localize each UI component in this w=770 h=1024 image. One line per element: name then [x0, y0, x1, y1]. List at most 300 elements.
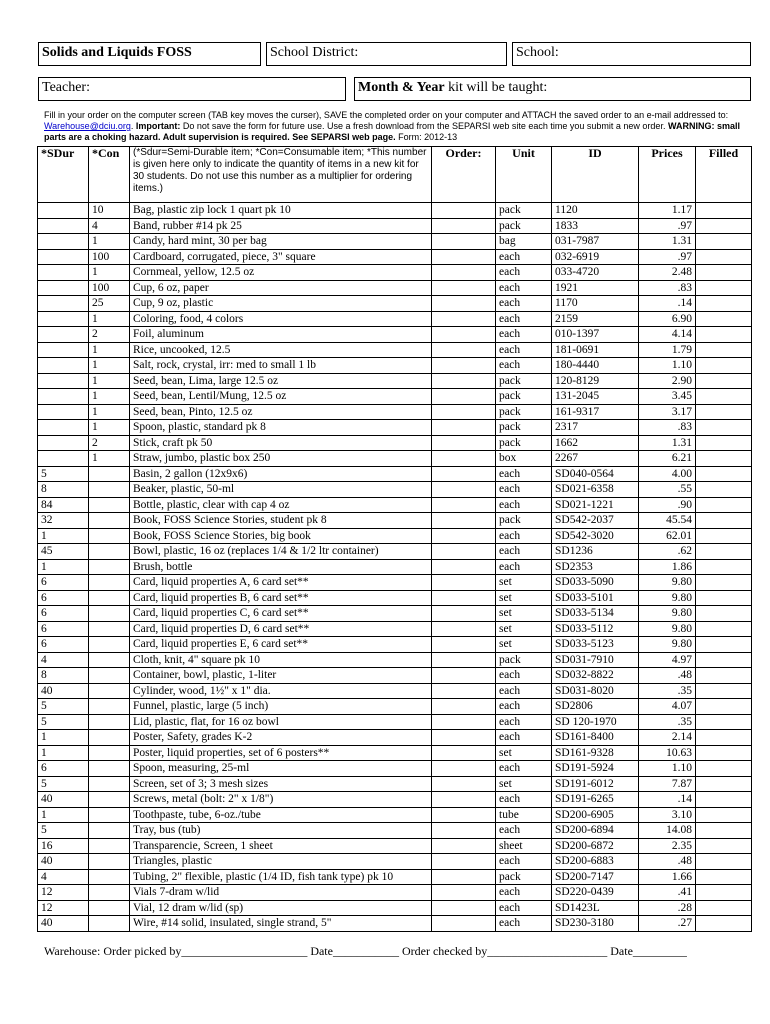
cell-con: 1 — [89, 389, 130, 405]
order-input[interactable] — [432, 668, 496, 684]
cell-id: SD191-6265 — [552, 792, 639, 808]
order-input[interactable] — [432, 637, 496, 653]
school-field[interactable]: School: — [512, 42, 751, 66]
cell-con: 2 — [89, 435, 130, 451]
cell-description: Cup, 9 oz, plastic — [130, 296, 432, 312]
month-year-field[interactable] — [354, 77, 751, 101]
table-row — [38, 559, 752, 575]
cell-id: SD200-6894 — [552, 823, 639, 839]
cell-description: Vials 7-dram w/lid — [130, 885, 432, 901]
filled-input[interactable] — [696, 203, 752, 219]
cell-sdur — [38, 218, 89, 234]
table-row — [38, 838, 752, 854]
filled-input[interactable] — [696, 559, 752, 575]
cell-id: SD033-5134 — [552, 606, 639, 622]
cell-price: 9.80 — [639, 590, 696, 606]
cell-unit: each — [496, 466, 552, 482]
cell-con: 1 — [89, 358, 130, 374]
order-input[interactable] — [432, 559, 496, 575]
cell-con: 2 — [89, 327, 130, 343]
cell-unit: each — [496, 823, 552, 839]
table-header-row — [38, 147, 752, 203]
cell-sdur: 12 — [38, 885, 89, 901]
filled-input[interactable] — [696, 776, 752, 792]
cell-con — [89, 497, 130, 513]
cell-id: 032-6919 — [552, 249, 639, 265]
cell-unit: each — [496, 916, 552, 932]
cell-id: 010-1397 — [552, 327, 639, 343]
cell-id: 1833 — [552, 218, 639, 234]
cell-unit: each — [496, 714, 552, 730]
table-row — [38, 435, 752, 451]
cell-description: Cardboard, corrugated, piece, 3" square — [130, 249, 432, 265]
cell-sdur: 8 — [38, 668, 89, 684]
cell-price: .27 — [639, 916, 696, 932]
cell-price: 3.45 — [639, 389, 696, 405]
cell-sdur: 16 — [38, 838, 89, 854]
cell-sdur — [38, 435, 89, 451]
cell-sdur: 1 — [38, 528, 89, 544]
filled-input[interactable] — [696, 342, 752, 358]
table-row — [38, 358, 752, 374]
cell-id: 1662 — [552, 435, 639, 451]
filled-input[interactable] — [696, 528, 752, 544]
table-row — [38, 482, 752, 498]
cell-con — [89, 730, 130, 746]
cell-price: 1.86 — [639, 559, 696, 575]
cell-price: .90 — [639, 497, 696, 513]
cell-unit: tube — [496, 807, 552, 823]
cell-price: 45.54 — [639, 513, 696, 529]
cell-con — [89, 916, 130, 932]
order-input[interactable] — [432, 528, 496, 544]
cell-sdur — [38, 404, 89, 420]
cell-description: Card, liquid properties B, 6 card set** — [130, 590, 432, 606]
table-row — [38, 668, 752, 684]
cell-id: SD200-7147 — [552, 869, 639, 885]
cell-sdur: 6 — [38, 637, 89, 653]
header-description: (*Sdur=Semi-Durable item; *Con=Consumable item; *This number is given here only to indicate the quantity of items in a new kit for 30 students. Do not use this number as a multiplier for ordering items.) — [130, 147, 432, 203]
cell-sdur — [38, 234, 89, 250]
cell-description: Lid, plastic, flat, for 16 oz bowl — [130, 714, 432, 730]
cell-description: Book, FOSS Science Stories, big book — [130, 528, 432, 544]
filled-input[interactable] — [696, 916, 752, 932]
filled-input[interactable] — [696, 792, 752, 808]
cell-price: 4.14 — [639, 327, 696, 343]
cell-id: SD191-6012 — [552, 776, 639, 792]
cell-description: Rice, uncooked, 12.5 — [130, 342, 432, 358]
cell-price: 9.80 — [639, 606, 696, 622]
cell-unit: pack — [496, 389, 552, 405]
cell-price: 10.63 — [639, 745, 696, 761]
order-input[interactable] — [432, 249, 496, 265]
order-input[interactable] — [432, 296, 496, 312]
filled-input[interactable] — [696, 807, 752, 823]
order-input[interactable] — [432, 280, 496, 296]
important-label: Important: — [135, 121, 181, 131]
cell-unit: box — [496, 451, 552, 467]
filled-input[interactable] — [696, 714, 752, 730]
order-input[interactable] — [432, 389, 496, 405]
filled-input[interactable] — [696, 637, 752, 653]
order-input[interactable] — [432, 699, 496, 715]
cell-con — [89, 885, 130, 901]
order-input[interactable] — [432, 358, 496, 374]
filled-input[interactable] — [696, 513, 752, 529]
cell-description: Toothpaste, tube, 6-oz./tube — [130, 807, 432, 823]
filled-input[interactable] — [696, 311, 752, 327]
order-input[interactable] — [432, 327, 496, 343]
warning-text: WARNING: small parts are a choking hazard. Adult supervision is required. See SEPARSI web page. — [44, 121, 740, 142]
cell-con: 1 — [89, 373, 130, 389]
cell-unit: pack — [496, 404, 552, 420]
instructions-period: . — [130, 121, 136, 131]
order-input[interactable] — [432, 373, 496, 389]
cell-id: SD542-2037 — [552, 513, 639, 529]
table-row — [38, 451, 752, 467]
cell-unit: set — [496, 637, 552, 653]
cell-id: SD 120-1970 — [552, 714, 639, 730]
filled-input[interactable] — [696, 497, 752, 513]
cell-unit: each — [496, 761, 552, 777]
order-input[interactable] — [432, 916, 496, 932]
order-input[interactable] — [432, 807, 496, 823]
filled-input[interactable] — [696, 218, 752, 234]
order-input[interactable] — [432, 900, 496, 916]
cell-price: .35 — [639, 683, 696, 699]
cell-price: 1.10 — [639, 761, 696, 777]
filled-input[interactable] — [696, 575, 752, 591]
cell-sdur: 6 — [38, 606, 89, 622]
cell-sdur — [38, 373, 89, 389]
header-id: ID — [552, 147, 639, 203]
cell-sdur: 1 — [38, 730, 89, 746]
cell-id: SD033-5123 — [552, 637, 639, 653]
filled-input[interactable] — [696, 420, 752, 436]
cell-unit: set — [496, 776, 552, 792]
cell-con — [89, 699, 130, 715]
cell-id: 120-8129 — [552, 373, 639, 389]
table-row — [38, 761, 752, 777]
filled-input[interactable] — [696, 358, 752, 374]
cell-con — [89, 838, 130, 854]
table-row — [38, 544, 752, 560]
cell-con — [89, 761, 130, 777]
cell-description: Transparencie, Screen, 1 sheet — [130, 838, 432, 854]
filled-input[interactable] — [696, 482, 752, 498]
cell-sdur: 45 — [38, 544, 89, 560]
table-row — [38, 420, 752, 436]
order-input[interactable] — [432, 497, 496, 513]
order-input[interactable] — [432, 575, 496, 591]
order-input[interactable] — [432, 745, 496, 761]
order-input[interactable] — [432, 218, 496, 234]
filled-input[interactable] — [696, 900, 752, 916]
cell-price: .83 — [639, 280, 696, 296]
cell-id: 181-0691 — [552, 342, 639, 358]
cell-sdur — [38, 296, 89, 312]
cell-unit: each — [496, 497, 552, 513]
cell-unit: each — [496, 358, 552, 374]
cell-sdur — [38, 451, 89, 467]
filled-input[interactable] — [696, 280, 752, 296]
cell-unit: each — [496, 342, 552, 358]
cell-unit: each — [496, 699, 552, 715]
table-row — [38, 373, 752, 389]
cell-con: 4 — [89, 218, 130, 234]
order-input[interactable] — [432, 823, 496, 839]
order-input[interactable] — [432, 404, 496, 420]
filled-input[interactable] — [696, 590, 752, 606]
cell-price: 62.01 — [639, 528, 696, 544]
cell-sdur: 1 — [38, 807, 89, 823]
cell-sdur — [38, 358, 89, 374]
cell-con — [89, 590, 130, 606]
filled-input[interactable] — [696, 885, 752, 901]
table-row — [38, 218, 752, 234]
cell-sdur: 6 — [38, 621, 89, 637]
filled-input[interactable] — [696, 389, 752, 405]
cell-con — [89, 513, 130, 529]
order-input[interactable] — [432, 466, 496, 482]
cell-price: 9.80 — [639, 575, 696, 591]
filled-input[interactable] — [696, 652, 752, 668]
table-row — [38, 528, 752, 544]
cell-price: 4.97 — [639, 652, 696, 668]
cell-description: Bottle, plastic, clear with cap 4 oz — [130, 497, 432, 513]
filled-input[interactable] — [696, 869, 752, 885]
filled-input[interactable] — [696, 745, 752, 761]
cell-con: 1 — [89, 420, 130, 436]
cell-con: 1 — [89, 234, 130, 250]
cell-sdur — [38, 280, 89, 296]
cell-con — [89, 606, 130, 622]
order-input[interactable] — [432, 606, 496, 622]
cell-description: Candy, hard mint, 30 per bag — [130, 234, 432, 250]
filled-input[interactable] — [696, 730, 752, 746]
cell-unit: set — [496, 621, 552, 637]
cell-sdur: 4 — [38, 869, 89, 885]
filled-input[interactable] — [696, 451, 752, 467]
cell-id: SD033-5101 — [552, 590, 639, 606]
filled-input[interactable] — [696, 621, 752, 637]
cell-sdur: 6 — [38, 575, 89, 591]
order-input[interactable] — [432, 838, 496, 854]
school-district-field[interactable]: School District: — [266, 42, 507, 66]
order-input[interactable] — [432, 203, 496, 219]
order-input[interactable] — [432, 482, 496, 498]
instructions — [44, 110, 754, 143]
order-input[interactable] — [432, 420, 496, 436]
cell-con — [89, 776, 130, 792]
filled-input[interactable] — [696, 668, 752, 684]
cell-unit: set — [496, 745, 552, 761]
cell-id: 1921 — [552, 280, 639, 296]
cell-sdur: 5 — [38, 699, 89, 715]
order-input[interactable] — [432, 792, 496, 808]
cell-price: .97 — [639, 218, 696, 234]
cell-id: SD542-3020 — [552, 528, 639, 544]
order-input[interactable] — [432, 590, 496, 606]
cell-sdur: 5 — [38, 466, 89, 482]
cell-description: Seed, bean, Lima, large 12.5 oz — [130, 373, 432, 389]
filled-input[interactable] — [696, 544, 752, 560]
table-row — [38, 900, 752, 916]
cell-sdur — [38, 311, 89, 327]
cell-description: Bowl, plastic, 16 oz (replaces 1/4 & 1/2 ltr container) — [130, 544, 432, 560]
cell-price: 3.10 — [639, 807, 696, 823]
order-input[interactable] — [432, 265, 496, 281]
table-row — [38, 683, 752, 699]
cell-unit: pack — [496, 373, 552, 389]
filled-input[interactable] — [696, 435, 752, 451]
order-input[interactable] — [432, 730, 496, 746]
order-input[interactable] — [432, 683, 496, 699]
order-input[interactable] — [432, 342, 496, 358]
cell-price: 14.08 — [639, 823, 696, 839]
cell-price: 7.87 — [639, 776, 696, 792]
cell-unit: pack — [496, 652, 552, 668]
cell-con — [89, 869, 130, 885]
filled-input[interactable] — [696, 234, 752, 250]
cell-unit: each — [496, 668, 552, 684]
cell-description: Basin, 2 gallon (12x9x6) — [130, 466, 432, 482]
cell-description: Poster, Safety, grades K-2 — [130, 730, 432, 746]
cell-price: 9.80 — [639, 637, 696, 653]
cell-unit: bag — [496, 234, 552, 250]
filled-input[interactable] — [696, 404, 752, 420]
filled-input[interactable] — [696, 296, 752, 312]
cell-price: 2.14 — [639, 730, 696, 746]
warehouse-email-link[interactable]: Warehouse@dciu.org — [44, 121, 131, 131]
cell-unit: sheet — [496, 838, 552, 854]
filled-input[interactable] — [696, 327, 752, 343]
cell-price: .83 — [639, 420, 696, 436]
order-input[interactable] — [432, 435, 496, 451]
cell-description: Coloring, food, 4 colors — [130, 311, 432, 327]
cell-price: 3.17 — [639, 404, 696, 420]
cell-price: 1.31 — [639, 234, 696, 250]
order-input[interactable] — [432, 544, 496, 560]
filled-input[interactable] — [696, 823, 752, 839]
cell-id: SD200-6883 — [552, 854, 639, 870]
cell-sdur — [38, 342, 89, 358]
cell-description: Tubing, 2" flexible, plastic (1/4 ID, fish tank type) pk 10 — [130, 869, 432, 885]
order-input[interactable] — [432, 652, 496, 668]
table-row — [38, 854, 752, 870]
cell-description: Tray, bus (tub) — [130, 823, 432, 839]
order-input[interactable] — [432, 513, 496, 529]
instructions-text: Fill in your order on the computer screen (TAB key moves the curser), SAVE the completed order on your computer and ATTACH the saved order to an e-mail addressed to: — [44, 110, 729, 120]
cell-id: 2267 — [552, 451, 639, 467]
cell-price: 4.00 — [639, 466, 696, 482]
table-row — [38, 590, 752, 606]
cell-description: Seed, bean, Lentil/Mung, 12.5 oz — [130, 389, 432, 405]
cell-description: Bag, plastic zip lock 1 quart pk 10 — [130, 203, 432, 219]
order-input[interactable] — [432, 854, 496, 870]
table-row — [38, 311, 752, 327]
cell-description: Card, liquid properties D, 6 card set** — [130, 621, 432, 637]
cell-con — [89, 528, 130, 544]
order-input[interactable] — [432, 621, 496, 637]
month-year-label-rest: kit will be taught: — [444, 80, 548, 95]
cell-sdur: 4 — [38, 652, 89, 668]
filled-input[interactable] — [696, 838, 752, 854]
cell-unit: each — [496, 683, 552, 699]
cell-unit: pack — [496, 218, 552, 234]
header-prices: Prices — [639, 147, 696, 203]
table-row — [38, 823, 752, 839]
teacher-field[interactable]: Teacher: — [38, 77, 346, 101]
cell-unit: each — [496, 900, 552, 916]
order-input[interactable] — [432, 761, 496, 777]
cell-description: Card, liquid properties E, 6 card set** — [130, 637, 432, 653]
filled-input[interactable] — [696, 854, 752, 870]
order-input[interactable] — [432, 776, 496, 792]
order-input[interactable] — [432, 451, 496, 467]
table-row — [38, 265, 752, 281]
cell-con — [89, 792, 130, 808]
cell-sdur: 40 — [38, 683, 89, 699]
cell-price: 2.48 — [639, 265, 696, 281]
filled-input[interactable] — [696, 683, 752, 699]
cell-id: SD031-8020 — [552, 683, 639, 699]
order-input[interactable] — [432, 885, 496, 901]
filled-input[interactable] — [696, 373, 752, 389]
cell-price: 1.17 — [639, 203, 696, 219]
table-row — [38, 342, 752, 358]
table-row — [38, 792, 752, 808]
filled-input[interactable] — [696, 606, 752, 622]
cell-description: Cup, 6 oz, paper — [130, 280, 432, 296]
filled-input[interactable] — [696, 466, 752, 482]
cell-sdur — [38, 249, 89, 265]
table-row — [38, 404, 752, 420]
filled-input[interactable] — [696, 761, 752, 777]
cell-price: 2.35 — [639, 838, 696, 854]
cell-price: 4.07 — [639, 699, 696, 715]
cell-price: 1.31 — [639, 435, 696, 451]
cell-description: Cornmeal, yellow, 12.5 oz — [130, 265, 432, 281]
cell-sdur — [38, 420, 89, 436]
cell-sdur: 12 — [38, 900, 89, 916]
cell-unit: each — [496, 249, 552, 265]
month-year-label: Month & Year — [358, 80, 445, 95]
cell-sdur — [38, 265, 89, 281]
cell-sdur — [38, 389, 89, 405]
order-input[interactable] — [432, 714, 496, 730]
cell-description: Funnel, plastic, large (5 inch) — [130, 699, 432, 715]
cell-con — [89, 482, 130, 498]
cell-sdur: 6 — [38, 761, 89, 777]
cell-con — [89, 900, 130, 916]
header-unit: Unit — [496, 147, 552, 203]
order-input[interactable] — [432, 311, 496, 327]
filled-input[interactable] — [696, 265, 752, 281]
order-input[interactable] — [432, 234, 496, 250]
cell-id: SD1423L — [552, 900, 639, 916]
header-con: *Con — [89, 147, 130, 203]
filled-input[interactable] — [696, 699, 752, 715]
table-row — [38, 234, 752, 250]
table-row — [38, 807, 752, 823]
filled-input[interactable] — [696, 249, 752, 265]
cell-con — [89, 621, 130, 637]
cell-description: Seed, bean, Pinto, 12.5 oz — [130, 404, 432, 420]
cell-sdur: 5 — [38, 714, 89, 730]
order-input[interactable] — [432, 869, 496, 885]
order-table — [37, 146, 752, 932]
